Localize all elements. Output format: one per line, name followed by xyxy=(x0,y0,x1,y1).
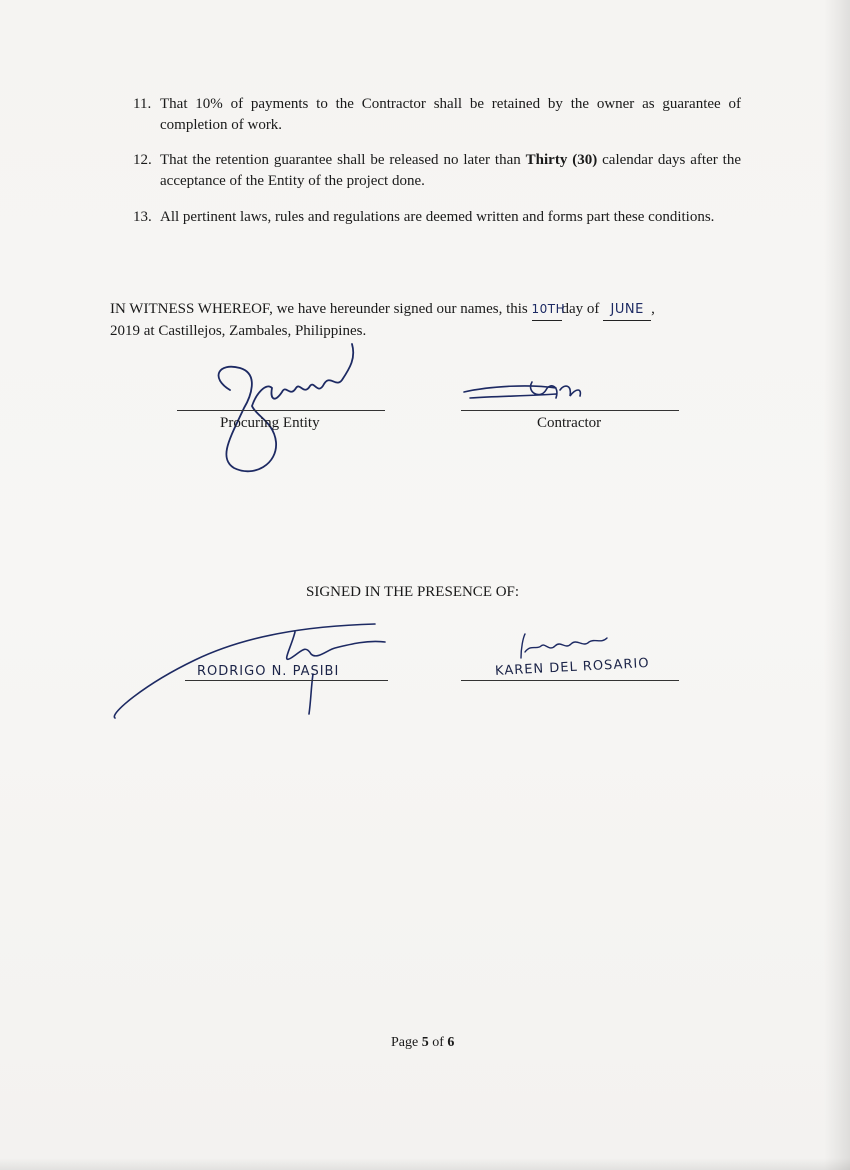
witness-1-signature-line xyxy=(185,680,388,681)
clause-number: 13. xyxy=(133,209,152,225)
clause-text-pre: That the retention guarantee shall be released no later than xyxy=(160,152,526,168)
procuring-entity-label: Procuring Entity xyxy=(220,415,320,431)
month-handwritten: JUNE xyxy=(610,302,644,317)
witness-line-2: 2019 at Castillejos, Zambales, Philippines. xyxy=(110,323,367,339)
witness-2-signature-line xyxy=(461,680,679,681)
day-blank xyxy=(531,299,566,321)
clause-11 xyxy=(133,94,741,136)
clause-text: That 10% of payments to the Contractor shall be retained by the owner as guarantee of completion of work. xyxy=(160,96,741,133)
procuring-entity-signature-line xyxy=(177,410,385,411)
witness-text-mid: day of xyxy=(561,301,604,317)
witness-1-handwritten-name: RODRIGO N. PASIBI xyxy=(197,664,340,679)
clause-text: All pertinent laws, rules and regulations are deemed written and forms part these conditions. xyxy=(160,209,715,225)
page-number xyxy=(391,1035,454,1051)
clause-number: 12. xyxy=(133,152,152,168)
clause-number: 11. xyxy=(133,96,152,112)
month-blank xyxy=(603,299,651,321)
clause-text-post: calendar days after the acceptance of the Entity of the project done. xyxy=(160,152,741,189)
page-total: 6 xyxy=(447,1035,455,1050)
clause-text-bold: Thirty (30) xyxy=(525,152,598,168)
clause-12 xyxy=(133,150,741,192)
contractor-signature-line xyxy=(461,410,679,411)
clause-13 xyxy=(133,207,741,228)
procuring-entity-signature xyxy=(200,338,370,478)
witness-text-pre: IN WITNESS WHEREOF, we have hereunder signed our names, this xyxy=(110,301,532,317)
presence-heading: SIGNED IN THE PRESENCE OF: xyxy=(306,584,520,600)
witness-2-signature xyxy=(515,628,615,662)
scan-edge-shadow-right xyxy=(824,0,850,1170)
page-current: 5 xyxy=(421,1035,429,1050)
witness-paragraph xyxy=(110,299,750,342)
contractor-signature xyxy=(460,378,600,408)
page-prefix: Page xyxy=(391,1035,422,1050)
witness-2-handwritten-name: KAREN DEL ROSARIO xyxy=(494,655,650,680)
page-mid: of xyxy=(428,1035,448,1050)
contractor-label: Contractor xyxy=(537,415,602,431)
day-handwritten: 10TH xyxy=(531,302,566,316)
scan-edge-shadow-bottom xyxy=(0,1158,850,1170)
witness-comma: , xyxy=(651,301,655,317)
